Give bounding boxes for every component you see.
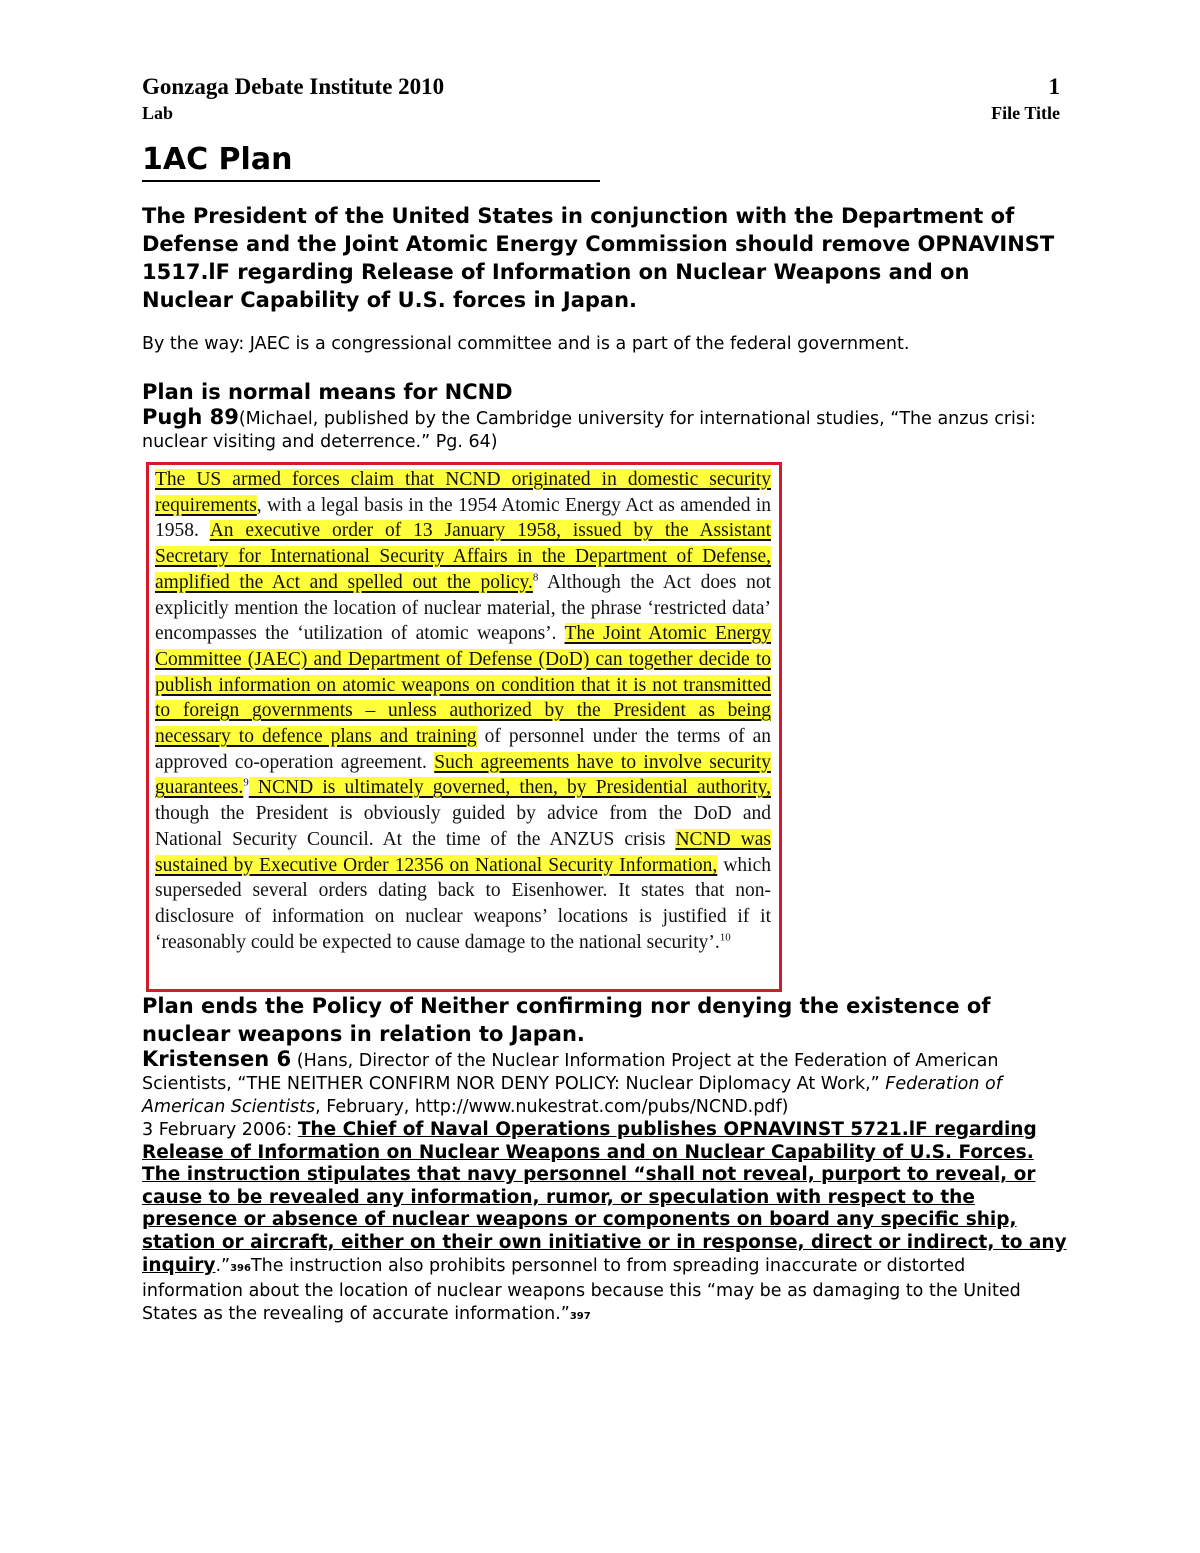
card1-citation <box>142 406 1067 454</box>
card2-cite-italic: Federation of American Scientists <box>142 1074 1002 1117</box>
excerpt-text: which superseded several orders dating back to Eisenhower. It states that non-disclosure of information on nuclear weapons’ locations is justified if it ‘reasonably could be expected to cause damage to the national security’. <box>155 854 772 953</box>
header-institute: Gonzaga Debate Institute 2010 <box>142 74 445 99</box>
card2-citation <box>142 1048 1067 1119</box>
card2-body <box>142 1119 1067 1328</box>
card2-cite-name: Kristensen 6 <box>142 1047 292 1071</box>
card1-tag: Plan is normal means for NCND <box>142 380 513 404</box>
card2-tag: Plan ends the Policy of Neither confirming nor denying the existence of nuclear weapons in relation to Japan. <box>142 994 991 1046</box>
header-page-number: 1 <box>1048 74 1060 99</box>
plan-text: The President of the United States in conjunction with the Department of Defense and the Joint Atomic Energy Commission should remove OPNAVINST 1517.lF regarding Release of Information on Nuclear Weapons and on Nuclear Capability of U.S. forces in Japan. <box>142 204 1055 312</box>
highlight: Such agreements have to involve security guarantees. <box>155 751 771 799</box>
card2-underlined-text: The Chief of Naval Operations publishes OPNAVINST 5721.lF regarding Release of Information on Nuclear Weapons and on Nuclear Capability of U.S. Forces. The instruction stipulates that navy personnel “shall not reveal, purport to reveal, or cause to be revealed any information, rumor, or speculation with respect to the presence or absence of nuclear weapons or components on board any specific ship, station or aircraft, either on their own initiative or in response, direct or indirect, to any inquiry <box>142 1119 1067 1276</box>
card2-date: 3 February 2006: <box>142 1120 298 1140</box>
excerpt-text: though the President is obviously guided by advice from the DoD and National Security Council. At the time of the ANZUS crisis <box>155 803 771 850</box>
excerpt-text: of personnel under the terms of an approved co-operation agreement. <box>155 726 772 773</box>
header-lab: Lab <box>142 103 174 123</box>
excerpt-text: Although the Act does not explicitly mention the location of nuclear material, the phrase ‘restricted data’ encompasses the ‘utilization of atomic weapons’. <box>155 571 772 645</box>
card2-quote-close: .” <box>215 1255 231 1276</box>
footnote-marker: 8 <box>532 571 539 584</box>
highlight: NCND was sustained by Executive Order 12356 on National Security Information, <box>155 828 771 876</box>
footnote-marker: 397 <box>569 1310 591 1322</box>
highlight: An executive order of 13 January 1958, issued by the Assistant Secretary for International Security Affairs in the Department of Defense, amplified the Act and spelled out the policy. <box>155 520 771 593</box>
card1-cite-info: (Michael, published by the Cambridge university for international studies, “The anzus crisi: nuclear visiting and deterrence.” Pg. 64) <box>142 409 1036 452</box>
plan-note: By the way: JAEC is a congressional committee and is a part of the federal government. <box>142 334 910 354</box>
header-file-title: File Title <box>991 103 1060 123</box>
footnote-marker: 396 <box>230 1262 251 1274</box>
highlight: The US armed forces claim that NCND originated in domestic security requirements <box>155 469 771 516</box>
scanned-excerpt <box>146 462 782 992</box>
footnote-marker: 9 <box>243 776 249 789</box>
card1-cite-name: Pugh 89 <box>142 405 239 429</box>
footnote-marker: 10 <box>719 931 731 944</box>
card2-rest-text: The instruction also prohibits personnel to from spreading inaccurate or distorted information about the location of nuclear weapons because this “may be as damaging to the United States as the revealing of accurate information.” <box>142 1255 1021 1324</box>
card2-cite-b: , February, http://www.nukestrat.com/pubs/NCND.pdf) <box>315 1097 789 1117</box>
highlight: The Joint Atomic Energy Committee (JAEC) and Department of Defense (DoD) can together decide to publish information on atomic weapons on condition that it is not transmitted to foreign governments – unless authorized by the President as being necessary to defence plans and training <box>155 623 771 748</box>
highlight: NCND is ultimately governed, then, by Presidential authority, <box>248 777 771 799</box>
scanned-excerpt-text <box>155 467 771 955</box>
excerpt-text: , with a legal basis in the 1954 Atomic Energy Act as amended in 1958. <box>155 494 771 542</box>
plan-title: 1AC Plan <box>142 140 600 182</box>
document-body <box>142 140 1067 1328</box>
card2-cite-a: (Hans, Director of the Nuclear Information Project at the Federation of American Scientists, “THE NEITHER CONFIRM NOR DENY POLICY: Nuclear Diplomacy At Work,” <box>142 1051 999 1094</box>
